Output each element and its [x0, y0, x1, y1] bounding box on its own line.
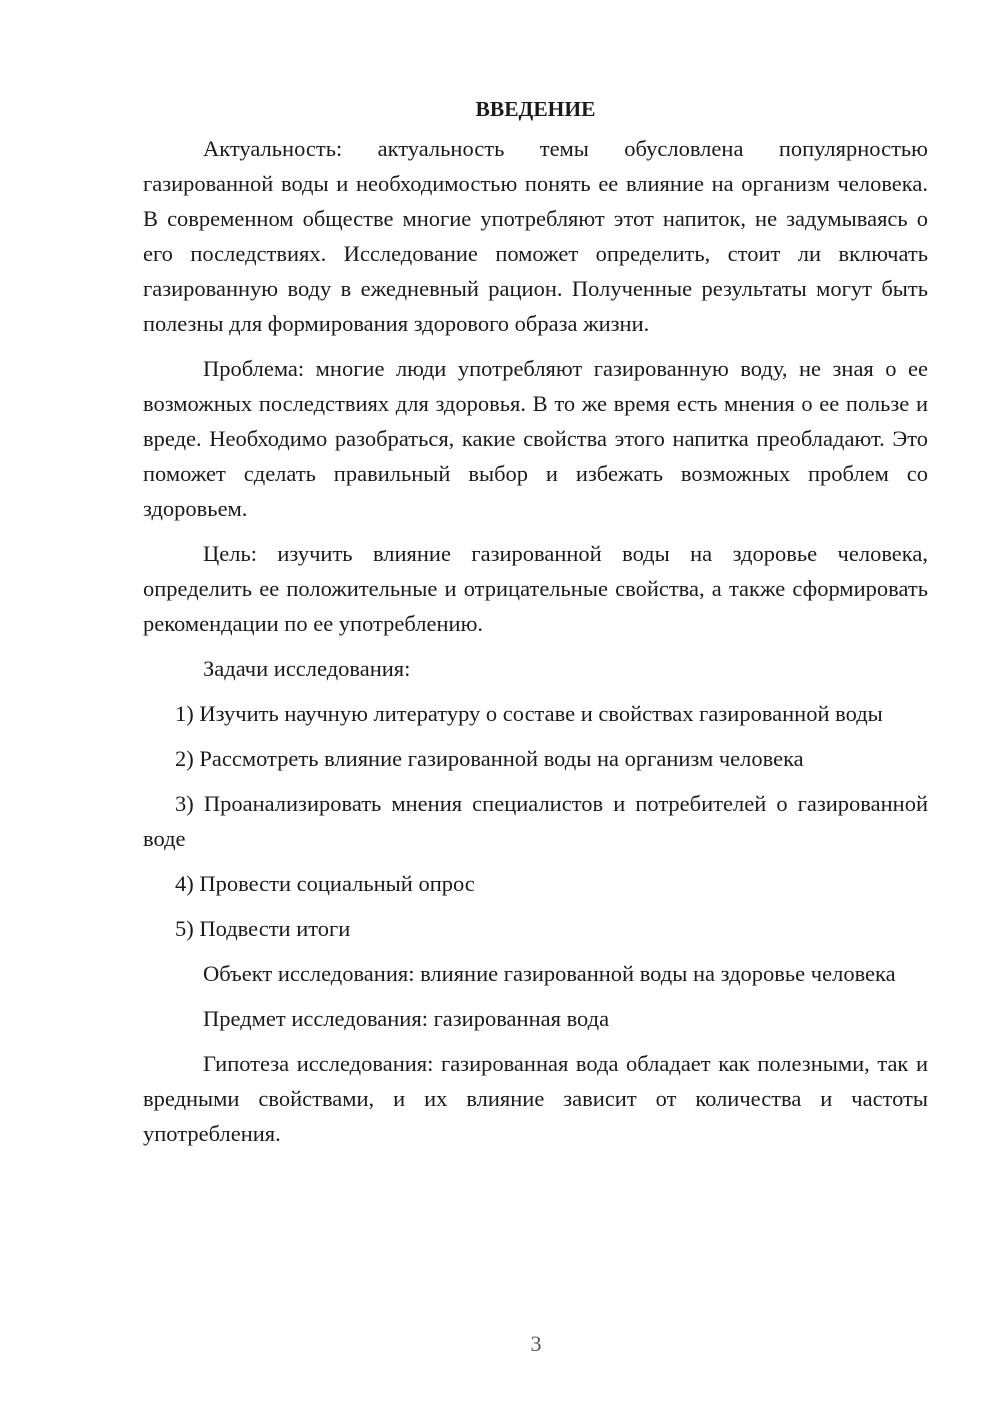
goal-paragraph: Цель: изучить влияние газированной воды на здоровье человека, определить ее положительные и отрицательные свойства, а также сформировать рекомендации по ее употреблению.	[143, 541, 928, 636]
tasks-heading: Задачи исследования:	[203, 656, 411, 681]
task-item-2: 2) Рассмотреть влияние газированной воды на организм человека	[175, 746, 804, 771]
object-paragraph: Объект исследования: влияние газированной воды на здоровье человека	[203, 961, 896, 986]
task-item-1: 1) Изучить научную литературу о составе и свойствах газированной воды	[175, 701, 883, 726]
relevance-paragraph: Актуальность: актуальность темы обусловлена популярностью газированной воды и необходимостью понять ее влияние на организм человека. В современном обществе многие употребляют этот напиток, не задумываясь о его последствиях. Исследование поможет определить, стоит ли включать газированную воду в ежедневный рацион. Полученные результаты могут быть полезны для формирования здорового образа жизни.	[143, 136, 928, 336]
problem-paragraph: Проблема: многие люди употребляют газированную воду, не зная о ее возможных последствиях для здоровья. В то же время есть мнения о ее пользе и вреде. Необходимо разобраться, какие свойства этого напитка преобладают. Это поможет сделать правильный выбор и избежать возможных проблем со здоровьем.	[143, 356, 928, 521]
hypothesis-paragraph: Гипотеза исследования: газированная вода обладает как полезными, так и вредными свойствами, и их влияние зависит от количества и частоты употребления.	[143, 1051, 928, 1146]
page-number: 3	[530, 1331, 542, 1356]
subject-paragraph: Предмет исследования: газированная вода	[203, 1006, 610, 1031]
document-page	[143, 92, 928, 1161]
task-item-4: 4) Провести социальный опрос	[175, 871, 475, 896]
task-item-3: 3) Проанализировать мнения специалистов и потребителей о газированной воде	[143, 791, 928, 851]
task-item-5: 5) Подвести итоги	[175, 916, 351, 941]
section-title: ВВЕДЕНИЕ	[475, 97, 596, 121]
